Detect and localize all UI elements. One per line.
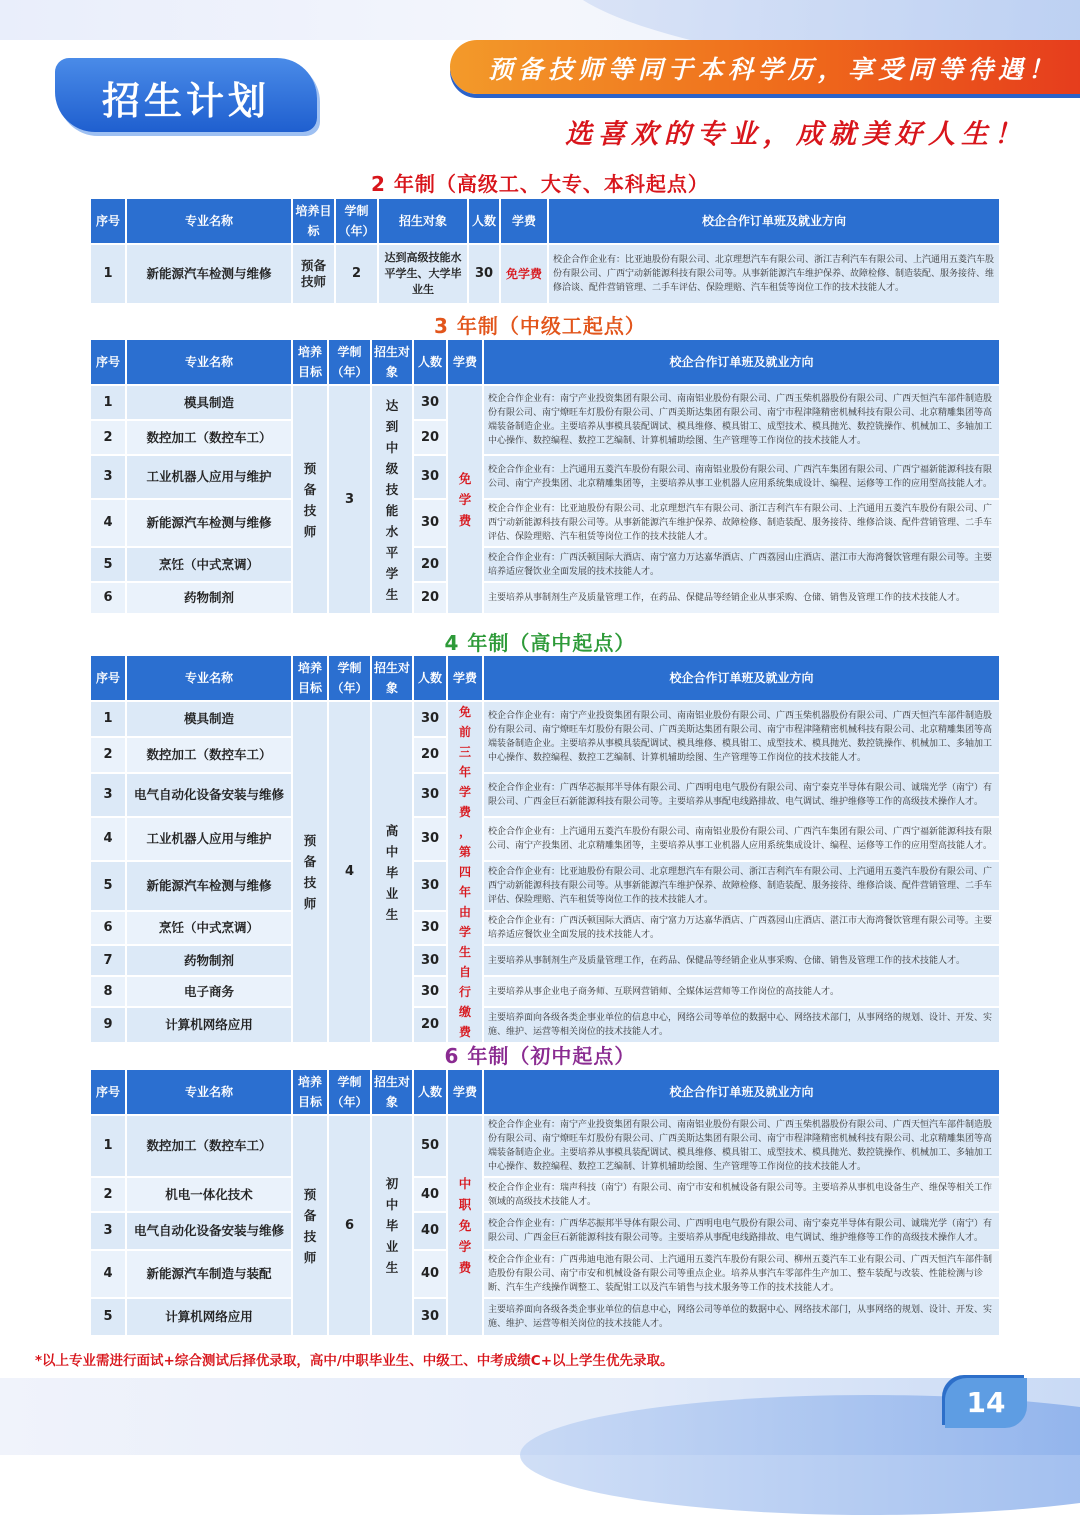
row-direction: 校企合作企业有：比亚迪股份有限公司、北京理想汽车有限公司、浙江吉利汽车有限公司、上汽通用五菱汽车股份有限公司、广西宁动新能源科技有限公司等。从事新能源汽车维护保养、故障检修、制造装配、服务接待、维修洽谈、配件营销管理、二手车评估、保险理赔、汽车租赁等岗位工作的技术技能人才。 <box>484 862 999 909</box>
row-direction: 主要培养从事制剂生产及质量管理工作，在药品、保健品等经销企业从事采购、仓储、销售及管理工作的技术技能人才。 <box>484 583 999 613</box>
row-direction: 校企合作企业有：广西华芯振邦半导体有限公司、广西明电电气股份有限公司、南宁泰克半导体有限公司、诚瑞光学（南宁）有限公司、广西金巨石新能源科技有限公司等。主要培养从事配电线路排故、电气调试、维护维修等工作的高级技术操作人才。 <box>484 774 999 816</box>
col-years: 学制（年） <box>329 656 370 700</box>
col-target: 培养目标 <box>293 656 327 700</box>
row-major: 电气自动化设备安装与维修 <box>127 1213 291 1249</box>
row-count: 20 <box>414 738 446 772</box>
table-row <box>91 1299 999 1335</box>
section-title-6yr: 6 年制（初中起点） <box>444 1044 636 1068</box>
row-seq: 5 <box>91 548 125 581</box>
col-years: 学制（年） <box>336 199 377 243</box>
col-count: 人数 <box>414 340 446 384</box>
row-direction: 校企合作企业有：南宁产业投资集团有限公司、南南铝业股份有限公司、广西玉柴机器股份有限公司、广西天恒汽车部件制造股份有限公司、南宁燎旺车灯股份有限公司、广西美斯达集团有限公司、南宁市程津隆精密机械科技有限公司、北京精雕集团等高端装备制造企业。主要培养从事模具装配调试、模具维修、模具钳工、成型技术、模具抛光、数控铣操作、机械加工、多轴加工中心操作、数控编程、数控工艺编制、计算机辅助绘图、生产管理等工作岗位的技术技能人才。 <box>484 386 999 454</box>
table-row <box>91 1251 999 1297</box>
col-seq: 序号 <box>91 1070 125 1114</box>
table-4yr <box>89 654 1001 1044</box>
row-major: 药物制剂 <box>127 946 291 975</box>
page-number: 14 <box>966 1386 1006 1419</box>
row-seq: 4 <box>91 818 125 860</box>
col-count: 人数 <box>469 199 499 243</box>
row-count: 30 <box>414 977 446 1006</box>
row-seq: 5 <box>91 1299 125 1335</box>
row-direction: 校企合作企业有：广西沃顿国际大酒店、南宁富力万达嘉华酒店、广西荔园山庄酒店、湛江市大海湾餐饮管理有限公司等。主要培养适应餐饮业全面发展的技术技能人才。 <box>484 548 999 581</box>
row-direction: 校企合作企业有：广西沃顿国际大酒店、南宁富力万达嘉华酒店、广西荔园山庄酒店、湛江市大海湾餐饮管理有限公司等。主要培养适应餐饮业全面发展的技术技能人才。 <box>484 912 999 945</box>
row-major: 药物制剂 <box>127 583 291 613</box>
row-target: 预 备 技 师 <box>293 386 327 613</box>
row-seq: 3 <box>91 1213 125 1249</box>
row-count: 40 <box>414 1251 446 1297</box>
row-direction: 校企合作企业有：比亚迪股份有限公司、北京理想汽车有限公司、浙江吉利汽车有限公司、上汽通用五菱汽车股份有限公司、广西宁动新能源科技有限公司等。从事新能源汽车维护保养、故障检修、制造装配、服务接待、维修洽谈、配件营销管理、二手车评估、保险理赔、汽车租赁等岗位工作的技术技能人才。 <box>549 245 999 303</box>
row-seq: 6 <box>91 583 125 613</box>
row-fee: 中 职 免 学 费 <box>448 1116 482 1335</box>
row-major: 模具制造 <box>127 386 291 419</box>
col-major: 专业名称 <box>127 340 291 384</box>
table-6yr <box>89 1068 1001 1337</box>
row-major: 烹饪（中式烹调） <box>127 912 291 945</box>
col-seq: 序号 <box>91 340 125 384</box>
row-major: 机电一体化技术 <box>127 1178 291 1211</box>
table-2yr <box>89 197 1001 305</box>
row-count: 20 <box>414 421 446 454</box>
row-direction: 校企合作企业有：广西弗迪电池有限公司、上汽通用五菱汽车股份有限公司、柳州五菱汽车工业有限公司、广西天恒汽车部件制造股份有限公司、南宁市安和机械设备有限公司等重点企业。培养从事汽车零部件生产加工、整车装配与改装、性能检测与诊断、汽车生产线操作调整工、装配钳工以及汽车销售与技术服务等工作的技术技能人才。 <box>484 1251 999 1297</box>
row-major: 工业机器人应用与维护 <box>127 456 291 498</box>
table-row <box>91 1213 999 1249</box>
col-fee: 学费 <box>448 656 482 700</box>
table-3yr <box>89 338 1001 615</box>
row-count: 20 <box>414 1008 446 1042</box>
row-count: 30 <box>414 702 446 736</box>
section-badge <box>55 58 317 132</box>
col-fee: 学费 <box>501 199 547 243</box>
row-target: 预备技师 <box>293 245 334 303</box>
row-years: 2 <box>336 245 377 303</box>
table-row <box>91 1178 999 1211</box>
row-enroll: 初 中 毕 业 生 <box>372 1116 412 1335</box>
table-row <box>91 702 999 736</box>
table-row <box>91 583 999 613</box>
row-count: 30 <box>414 386 446 419</box>
row-enroll: 达 到 中 级 技 能 水 平 学 生 <box>372 386 412 613</box>
row-fee: 免学费 <box>501 245 547 303</box>
row-major: 新能源汽车检测与维修 <box>127 245 291 303</box>
slogan-text: 预备技师等同于本科学历，享受同等待遇！ <box>488 55 1059 84</box>
col-enroll: 招生对象 <box>372 1070 412 1114</box>
row-direction: 校企合作企业有：瑞声科技（南宁）有限公司、南宁市安和机械设备有限公司等。主要培养从事机电设备生产、维保等相关工作领域的高级技术技能人才。 <box>484 1178 999 1211</box>
row-count: 40 <box>414 1213 446 1249</box>
row-years: 4 <box>329 702 370 1042</box>
row-years: 3 <box>329 386 370 613</box>
col-major: 专业名称 <box>127 199 291 243</box>
row-seq: 2 <box>91 1178 125 1211</box>
row-direction: 校企合作企业有：南宁产业投资集团有限公司、南南铝业股份有限公司、广西玉柴机器股份有限公司、广西天恒汽车部件制造股份有限公司、南宁燎旺车灯股份有限公司、广西美斯达集团有限公司、南宁市程津隆精密机械科技有限公司、北京精雕集团等高端装备制造企业。主要培养从事模具装配调试、模具维修、模具钳工、成型技术、模具抛光、数控铣操作、机械加工、多轴加工中心操作、数控编程、数控工艺编制、计算机辅助绘图、生产管理等工作岗位的技术技能人才。 <box>484 1116 999 1176</box>
row-major: 数控加工（数控车工） <box>127 421 291 454</box>
row-major: 模具制造 <box>127 702 291 736</box>
row-seq: 3 <box>91 774 125 816</box>
col-years: 学制（年） <box>329 1070 370 1114</box>
row-major: 电气自动化设备安装与维修 <box>127 774 291 816</box>
col-direction: 校企合作订单班及就业方向 <box>484 340 999 384</box>
row-direction: 主要培养从事企业电子商务师、互联网营销师、全媒体运营师等工作岗位的高技能人才。 <box>484 977 999 1006</box>
row-seq: 6 <box>91 912 125 945</box>
row-seq: 9 <box>91 1008 125 1042</box>
col-direction: 校企合作订单班及就业方向 <box>549 199 999 243</box>
row-major: 新能源汽车检测与维修 <box>127 500 291 546</box>
table-row <box>91 774 999 816</box>
row-major: 新能源汽车制造与装配 <box>127 1251 291 1297</box>
row-major: 电子商务 <box>127 977 291 1006</box>
col-enroll: 招生对象 <box>372 656 412 700</box>
sub-slogan: 选喜欢的专业，成就美好人生！ <box>565 119 1027 150</box>
row-count: 30 <box>414 774 446 816</box>
row-seq: 7 <box>91 946 125 975</box>
col-target: 培养目标 <box>293 1070 327 1114</box>
row-major: 工业机器人应用与维护 <box>127 818 291 860</box>
row-count: 50 <box>414 1116 446 1176</box>
row-count: 20 <box>414 583 446 613</box>
table-row <box>91 862 999 909</box>
col-count: 人数 <box>414 656 446 700</box>
section-title-2yr: 2 年制（高级工、大专、本科起点） <box>371 172 709 196</box>
row-major: 数控加工（数控车工） <box>127 1116 291 1176</box>
table-row <box>91 500 999 546</box>
row-seq: 8 <box>91 977 125 1006</box>
row-direction: 校企合作企业有：南宁产业投资集团有限公司、南南铝业股份有限公司、广西玉柴机器股份有限公司、广西天恒汽车部件制造股份有限公司、南宁燎旺车灯股份有限公司、广西美斯达集团有限公司、南宁市程津隆精密机械科技有限公司、北京精雕集团等高端装备制造企业。主要培养从事模具装配调试、模具维修、模具钳工、成型技术、模具抛光、数控铣操作、机械加工、多轴加工中心操作、数控编程、数控工艺编制、计算机辅助绘图、生产管理等工作岗位的技术技能人才。 <box>484 702 999 772</box>
row-seq: 4 <box>91 1251 125 1297</box>
row-seq: 1 <box>91 702 125 736</box>
row-count: 30 <box>414 500 446 546</box>
col-target: 培养目标 <box>293 340 327 384</box>
row-count: 30 <box>414 862 446 909</box>
table-row <box>91 548 999 581</box>
col-seq: 序号 <box>91 656 125 700</box>
row-major: 数控加工（数控车工） <box>127 738 291 772</box>
table-row <box>91 818 999 860</box>
section-title-3yr: 3 年制（中级工起点） <box>434 314 646 338</box>
row-enroll: 高 中 毕 业 生 <box>372 702 412 1042</box>
row-seq: 2 <box>91 738 125 772</box>
row-major: 烹饪（中式烹调） <box>127 548 291 581</box>
col-count: 人数 <box>414 1070 446 1114</box>
row-seq: 4 <box>91 500 125 546</box>
col-direction: 校企合作订单班及就业方向 <box>484 1070 999 1114</box>
table-row <box>91 946 999 975</box>
row-seq: 5 <box>91 862 125 909</box>
table-row <box>91 1008 999 1042</box>
table-row <box>91 456 999 498</box>
col-enroll: 招生对象 <box>379 199 467 243</box>
col-major: 专业名称 <box>127 1070 291 1114</box>
row-seq: 3 <box>91 456 125 498</box>
col-major: 专业名称 <box>127 656 291 700</box>
table-row <box>91 386 999 419</box>
row-seq: 1 <box>91 386 125 419</box>
row-direction: 主要培养面向各级各类企事业单位的信息中心，网络公司等单位的数据中心、网络技术部门，从事网络的规划、设计、开发、实施、维护、运营等相关岗位的技术技能人才。 <box>484 1299 999 1335</box>
row-count: 30 <box>469 245 499 303</box>
row-direction: 校企合作企业有：上汽通用五菱汽车股份有限公司、南南铝业股份有限公司、广西汽车集团有限公司、广西宁福新能源科技有限公司、南宁产投集团、北京精雕集团等，主要培养从事工业机器人应用系统集成设计、编程、运修等工作的应用型高技能人才。 <box>484 456 999 498</box>
col-target: 培养目标 <box>293 199 334 243</box>
col-fee: 学费 <box>448 1070 482 1114</box>
row-seq: 1 <box>91 245 125 303</box>
table-row <box>91 245 999 303</box>
row-fee: 免 前 三 年 学 费 ， 第 四 年 由 学 生 自 行 缴 费 <box>448 702 482 1042</box>
row-count: 20 <box>414 548 446 581</box>
col-seq: 序号 <box>91 199 125 243</box>
row-count: 30 <box>414 818 446 860</box>
row-seq: 2 <box>91 421 125 454</box>
row-enroll: 达到高级技能水平学生、大学毕业生 <box>379 245 467 303</box>
col-fee: 学费 <box>448 340 482 384</box>
row-fee: 免 学 费 <box>448 386 482 613</box>
page-number-badge <box>945 1378 1027 1428</box>
row-major: 计算机网络应用 <box>127 1008 291 1042</box>
row-count: 30 <box>414 1299 446 1335</box>
row-major: 新能源汽车检测与维修 <box>127 862 291 909</box>
row-count: 30 <box>414 456 446 498</box>
col-direction: 校企合作订单班及就业方向 <box>484 656 999 700</box>
row-target: 预 备 技 师 <box>293 1116 327 1335</box>
table-row <box>91 1116 999 1176</box>
slogan-banner <box>450 40 1080 94</box>
row-years: 6 <box>329 1116 370 1335</box>
row-direction: 校企合作企业有：比亚迪股份有限公司、北京理想汽车有限公司、浙江吉利汽车有限公司、上汽通用五菱汽车股份有限公司、广西宁动新能源科技有限公司等。从事新能源汽车维护保养、故障检修、制造装配、服务接待、维修洽谈、配件营销管理、二手车评估、保险理赔、汽车租赁等岗位工作的技术技能人才。 <box>484 500 999 546</box>
row-count: 30 <box>414 946 446 975</box>
table-row <box>91 912 999 945</box>
row-count: 40 <box>414 1178 446 1211</box>
col-enroll: 招生对象 <box>372 340 412 384</box>
table-row <box>91 977 999 1006</box>
row-direction: 校企合作企业有：广西华芯振邦半导体有限公司、广西明电电气股份有限公司、南宁泰克半导体有限公司、诚瑞光学（南宁）有限公司、广西金巨石新能源科技有限公司等。主要培养从事配电线路排故、电气调试、维护维修等工作的高级技术操作人才。 <box>484 1213 999 1249</box>
section-badge-text: 招生计划 <box>101 79 270 123</box>
row-seq: 1 <box>91 1116 125 1176</box>
row-direction: 主要培养从事制剂生产及质量管理工作，在药品、保健品等经销企业从事采购、仓储、销售及管理工作的技术技能人才。 <box>484 946 999 975</box>
row-direction: 校企合作企业有：上汽通用五菱汽车股份有限公司、南南铝业股份有限公司、广西汽车集团有限公司、广西宁福新能源科技有限公司、南宁产投集团、北京精雕集团等，主要培养从事工业机器人应用系统集成设计、编程、运修等工作的应用型高技能人才。 <box>484 818 999 860</box>
row-count: 30 <box>414 912 446 945</box>
admission-note: *以上专业需进行面试+综合测试后择优录取，高中/中职毕业生、中级工、中考成绩C+以上学生优先录取。 <box>35 1353 674 1369</box>
row-target: 预 备 技 师 <box>293 702 327 1042</box>
section-title-4yr: 4 年制（高中起点） <box>444 631 636 655</box>
col-years: 学制（年） <box>329 340 370 384</box>
row-major: 计算机网络应用 <box>127 1299 291 1335</box>
row-direction: 主要培养面向各级各类企事业单位的信息中心，网络公司等单位的数据中心、网络技术部门，从事网络的规划、设计、开发、实施、维护、运营等相关岗位的技术技能人才。 <box>484 1008 999 1042</box>
